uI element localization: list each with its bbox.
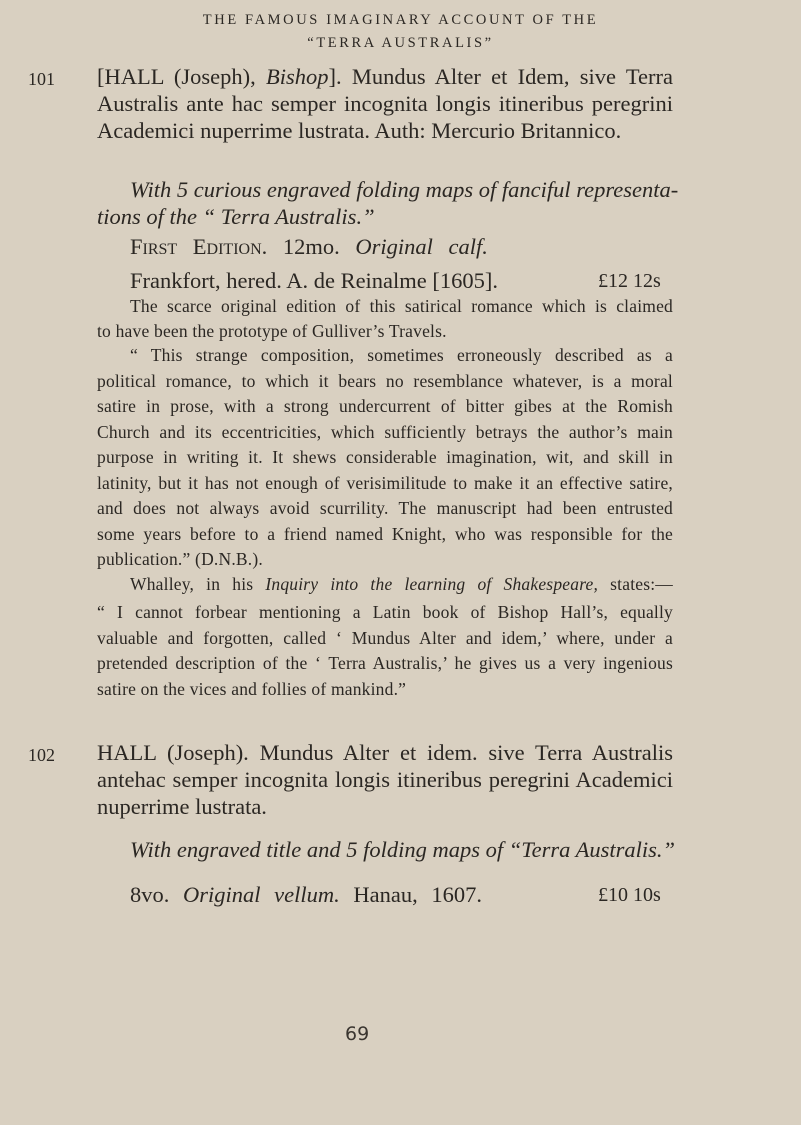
lot-title-line: Australis ante hac semper incognita longis itineribus peregrini (97, 91, 673, 116)
description-line: latinity, but it has not enough of verisimilitude to make it an effective satire, (97, 473, 673, 493)
lot-edition: 8vo. Original vellum. Hanau, 1607. (130, 882, 482, 907)
lot-note: With 5 curious engraved folding maps of fanciful representa- (130, 177, 679, 202)
lot-note: With engraved title and 5 folding maps of “Terra Australis.” (130, 837, 676, 862)
description-line: purpose in writing it. It shews considerable imagination, wit, and skill in (97, 447, 673, 467)
lot-title-line: antehac semper incognita longis itineribus peregrini Academici (97, 767, 673, 792)
lot-title-line: Academici nuperrime lustrata. Auth: Mercurio Britannico. (97, 118, 622, 143)
description-line: satire in prose, with a strong undercurrent of bitter gibes at the Romish (97, 396, 673, 416)
lot-title-line: HALL (Joseph). Mundus Alter et idem. sive Terra Australis (97, 740, 673, 765)
lot-title-line: nuperrime lustrata. (97, 794, 267, 819)
page-number: 69 (345, 1023, 370, 1045)
quote-line: satire on the vices and follies of mankind.” (97, 679, 407, 699)
description-line: political romance, to which it bears no resemblance whatever, is a moral (97, 371, 673, 391)
description-line: publication.” (D.N.B.). (97, 549, 263, 569)
quote-line: pretended description of the ‘ Terra Australis,’ he gives us a very ingenious (97, 653, 673, 673)
lot-note: tions of the “ Terra Australis.” (97, 204, 375, 229)
quote-line: “ I cannot forbear mentioning a Latin book of Bishop Hall’s, equally (97, 602, 673, 622)
lot-price: £10 10s (598, 884, 661, 906)
description-line: The scarce original edition of this satirical romance which is claimed (130, 296, 673, 316)
section-subheading: “TERRA AUSTRALIS” (307, 35, 494, 51)
description-line: and does not always avoid scurrility. The manuscript had been entrusted (97, 498, 673, 518)
description-line: Church and its eccentricities, which sufficiently betrays the author’s main (97, 422, 673, 442)
lot-number: 101 (28, 69, 55, 89)
description-line: Whalley, in his Inquiry into the learning of Shakespeare, states:— (130, 574, 674, 594)
lot-number: 102 (28, 745, 55, 765)
description-line: “ This strange composition, sometimes erroneously described as a (130, 345, 673, 365)
quote-line: valuable and forgotten, called ‘ Mundus Alter and idem,’ where, under a (97, 628, 673, 648)
lot-price: £12 12s (598, 270, 661, 292)
description-line: some years before to a friend named Knight, who was responsible for the (97, 524, 673, 544)
lot-title-line: [HALL (Joseph), Bishop]. Mundus Alter et Idem, sive Terra (97, 64, 673, 89)
lot-imprint: Frankfort, hered. A. de Reinalme [1605]. (130, 268, 499, 293)
lot-edition: First Edition. 12mo. Original calf. (130, 234, 488, 259)
section-heading: THE FAMOUS IMAGINARY ACCOUNT OF THE (202, 12, 599, 28)
description-line: to have been the prototype of Gulliver’s Travels. (97, 321, 447, 341)
